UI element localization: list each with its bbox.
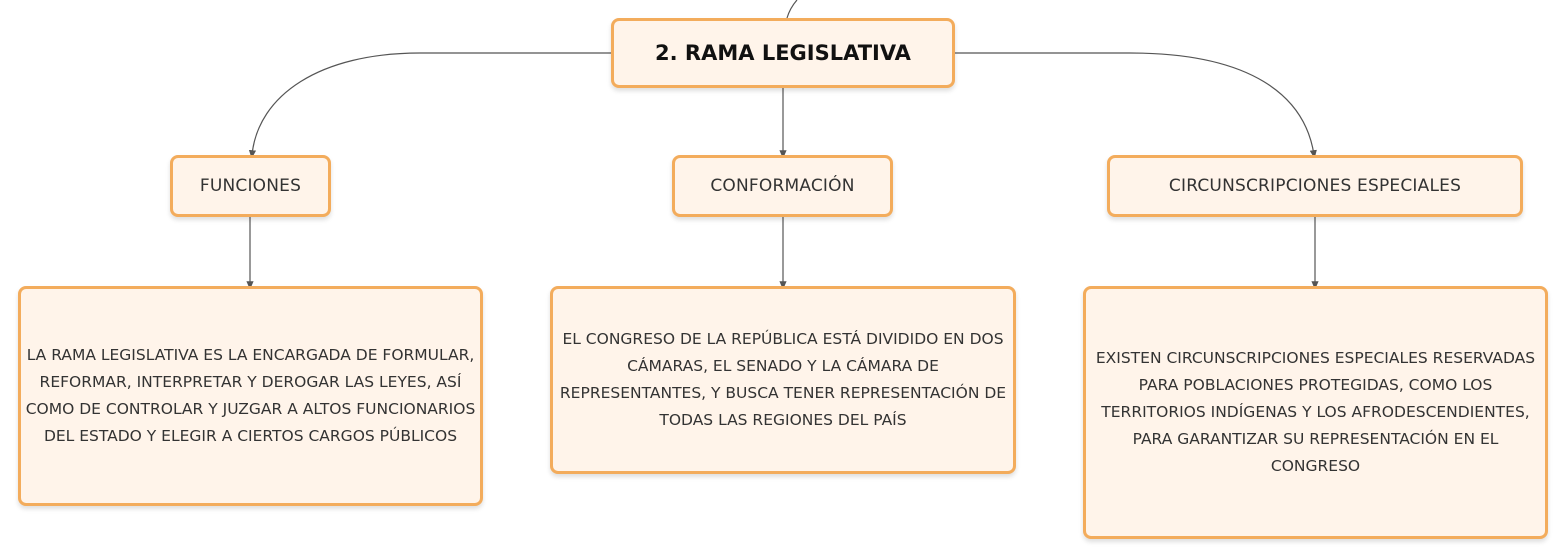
root-node[interactable] xyxy=(611,18,955,88)
node-circunscripciones-especiales[interactable] xyxy=(1107,155,1523,217)
node-conformacion-label: CONFORMACIÓN xyxy=(710,176,855,196)
connector-root-to-circunscripciones xyxy=(955,53,1314,155)
node-conformacion-description[interactable] xyxy=(550,286,1016,474)
node-funciones[interactable] xyxy=(170,155,331,217)
conformacion-description-text: EL CONGRESO DE LA REPÚBLICA ESTÁ DIVIDIDO EN DOS CÁMARAS, EL SENADO Y LA CÁMARA DE REPRESENTANTES, Y BUSCA TENER REPRESENTACIÓN DE TODAS LAS REGIONES DEL PAÍS xyxy=(559,330,1007,429)
node-circunscripciones-label: CIRCUNSCRIPCIONES ESPECIALES xyxy=(1168,176,1462,196)
connector-parent-to-root xyxy=(787,0,797,18)
circunscripciones-description-text: EXISTEN CIRCUNSCRIPCIONES ESPECIALES RESERVADAS PARA POBLACIONES PROTEGIDAS, COMO LOS TERRITORIOS INDÍGENAS Y LOS AFRODESCENDIENTES, PARA GARANTIZAR SU REPRESENTACIÓN EN EL CONGRESO xyxy=(1095,349,1536,475)
node-funciones-description[interactable] xyxy=(18,286,483,506)
root-node-label: 2. RAMA LEGISLATIVA xyxy=(655,41,911,65)
funciones-description-text: LA RAMA LEGISLATIVA ES LA ENCARGADA DE FORMULAR, REFORMAR, INTERPRETAR Y DEROGAR LAS LEYES, ASÍ COMO DE CONTROLAR Y JUZGAR A ALTOS FUNCIONARIOS DEL ESTADO Y ELEGIR A CIERTOS CARGOS PÚBLICOS xyxy=(25,346,476,445)
node-funciones-label: FUNCIONES xyxy=(199,176,302,196)
connector-root-to-funciones xyxy=(252,53,611,155)
node-circunscripciones-description[interactable] xyxy=(1083,286,1548,539)
node-conformacion[interactable] xyxy=(672,155,893,217)
